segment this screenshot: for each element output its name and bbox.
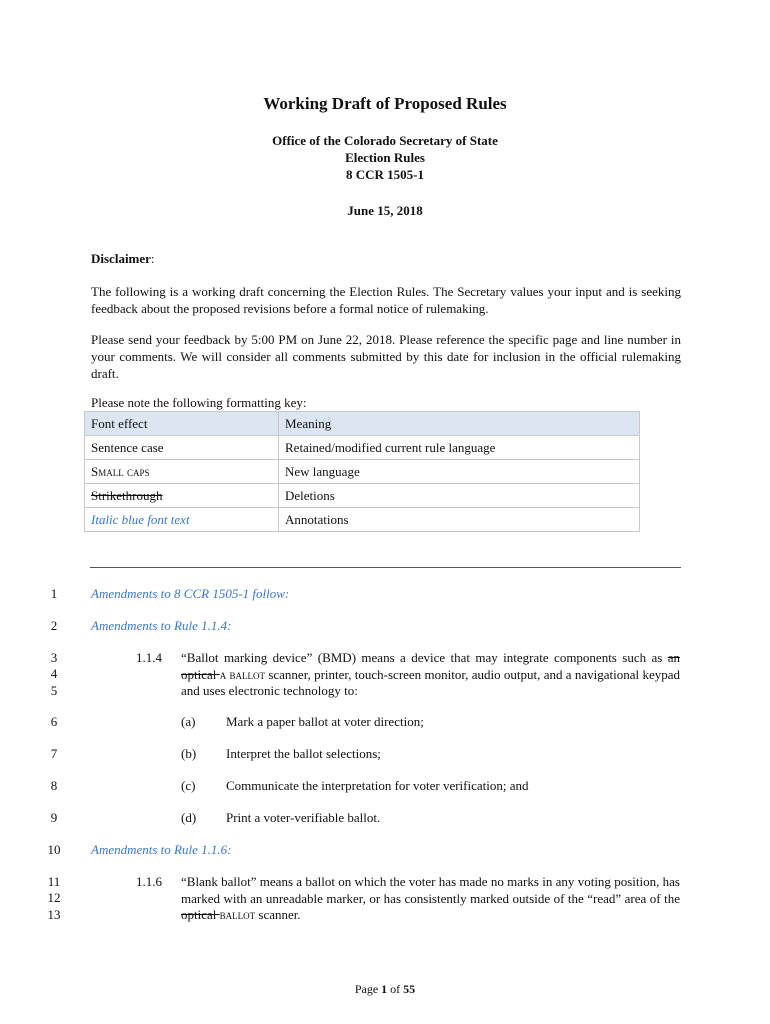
item-text: Print a voter-verifiable ballot. [226,810,381,825]
line-number: 3 [50,650,58,665]
item-label: (d) [181,810,197,825]
document-date: June 15, 2018 [347,203,423,218]
document-title: Working Draft of Proposed Rules [263,94,507,113]
amendments-intro: Amendments to 8 CCR 1505-1 follow: [91,586,290,601]
disclaimer-heading [91,251,155,267]
page-total: 55 [403,982,416,996]
formatting-key-table [84,411,640,532]
disclaimer-label: Disclaimer [91,251,151,266]
key-intro: Please note the following formatting key: [91,395,307,410]
amendments-rule-1-1-6: Amendments to Rule 1.1.6: [91,842,232,857]
meaning-cell: Retained/modified current rule language [279,436,640,460]
rule-1-1-6-text [181,874,680,924]
line-number: 10 [47,842,61,857]
item-label: (b) [181,746,197,761]
header-font-effect: Font effect [85,412,279,436]
line-number: 2 [50,618,58,633]
new-text: ballot [219,907,256,922]
office-line: Office of the Colorado Secretary of State [272,133,498,148]
rule-number-1-1-6: 1.1.6 [136,874,162,889]
line-number: 8 [50,778,58,793]
line-number: 12 [47,890,61,905]
disclaimer-colon: : [150,251,155,266]
item-label: (c) [181,778,196,793]
rule-1-1-4-text [181,650,680,700]
header-meaning: Meaning [279,412,640,436]
disclaimer-paragraph-2: Please send your feedback by 5:00 PM on June 22, 2018. Please reference the specific page and line number in your comments. We will consider all comments submitted by this date for inclusion in the official rulemaking draft. [91,332,681,381]
rule-text: “Ballot marking device” (BMD) means a device that may integrate components such as [181,650,668,665]
line-number: 13 [47,907,61,922]
table-row [85,484,640,508]
page-number: 1 [381,982,388,996]
rule-number-1-1-4: 1.1.4 [136,650,162,665]
page-of: of [387,982,404,996]
rules-line: Election Rules [345,150,425,165]
new-text: a ballot [219,666,266,682]
line-number: 4 [50,666,58,681]
table-header-row [85,412,640,436]
line-number: 11 [47,874,61,889]
font-effect-cell: Sentence case [85,436,279,460]
line-number: 7 [50,746,58,761]
deleted-text: an optical [181,650,680,682]
line-number: 5 [50,683,58,698]
deleted-text: optical [181,907,220,922]
item-text: Interpret the ballot selections; [226,746,381,761]
item-text: Mark a paper ballot at voter direction; [226,714,424,729]
rule-text: scanner. [255,907,301,922]
font-effect-cell: Italic blue font text [85,508,279,532]
line-number: 6 [50,714,58,729]
section-divider [90,567,681,568]
header-block [0,132,770,183]
table-row [85,436,640,460]
font-effect-cell: Small caps [85,460,279,484]
meaning-cell: New language [279,460,640,484]
table-row [85,508,640,532]
line-number: 1 [50,586,58,601]
item-text: Communicate the interpretation for voter verification; and [226,778,529,793]
font-effect-cell: Strikethrough [85,484,279,508]
line-number: 9 [50,810,58,825]
amendments-rule-1-1-4: Amendments to Rule 1.1.4: [91,618,232,633]
item-label: (a) [181,714,196,729]
table-row [85,460,640,484]
disclaimer-paragraph-1: The following is a working draft concerning the Election Rules. The Secretary values your input and is seeking feedback about the proposed revisions before a formal notice of rulemaking. [91,284,681,316]
meaning-cell: Annotations [279,508,640,532]
meaning-cell: Deletions [279,484,640,508]
rule-text: “Blank ballot” means a ballot on which the voter has made no marks in any voting position, has marked with an unreadable marker, or has consistently marked outside of the “read” area of the [181,874,680,906]
rule-text: scanner, printer, touch-screen monitor, audio output, and a navigational keypad and uses electronic technology to: [181,666,680,698]
ccr-line: 8 CCR 1505-1 [346,167,424,182]
page-footer [0,982,770,997]
page-prefix: Page [354,982,382,996]
